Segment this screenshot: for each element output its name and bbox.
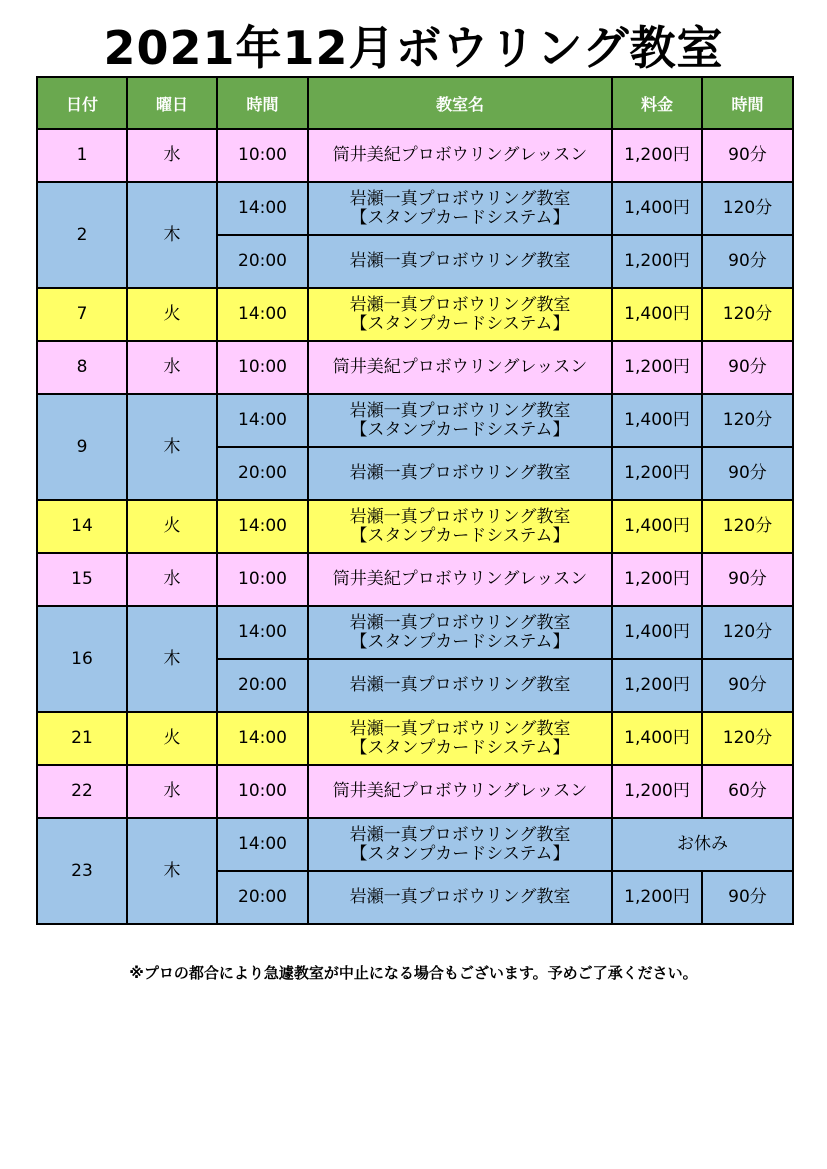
weekday-cell: 火 [127, 500, 217, 553]
class-name-subline: 【スタンプカードシステム】 [350, 737, 570, 758]
weekday-cell: 木 [127, 182, 217, 288]
time-cell: 14:00 [217, 606, 308, 659]
header-class-name: 教室名 [308, 77, 612, 129]
class-name-line: 岩瀬一真プロボウリング教室 [349, 824, 571, 845]
date-cell: 21 [37, 712, 127, 765]
time-cell: 20:00 [217, 659, 308, 712]
weekday-cell: 水 [127, 765, 217, 818]
class-name-line: 岩瀬一真プロボウリング教室 [349, 188, 571, 209]
class-name-line: 岩瀬一真プロボウリング教室 [349, 400, 571, 421]
time-cell: 14:00 [217, 500, 308, 553]
time-cell: 10:00 [217, 341, 308, 394]
class-name-cell [308, 659, 612, 712]
weekday-cell: 火 [127, 712, 217, 765]
duration-cell: 90分 [702, 871, 793, 924]
page-title: 2021年12月ボウリング教室 [103, 21, 724, 75]
fee-cell: 1,200円 [612, 235, 702, 288]
date-cell: 8 [37, 341, 127, 394]
footnote: ※プロの都合により急遽教室が中止になる場合もございます。予めご了承ください。 [129, 964, 698, 982]
fee-cell: 1,400円 [612, 288, 702, 341]
time-cell: 10:00 [217, 553, 308, 606]
class-name-cell [308, 129, 612, 182]
header-row [37, 77, 793, 129]
header-fee: 料金 [612, 77, 702, 129]
class-name-cell [308, 182, 612, 235]
time-cell: 20:00 [217, 235, 308, 288]
duration-cell: 120分 [702, 712, 793, 765]
date-cell: 2 [37, 182, 127, 288]
duration-cell: 90分 [702, 659, 793, 712]
time-cell: 14:00 [217, 182, 308, 235]
class-name-subline: 【スタンプカードシステム】 [350, 631, 570, 652]
class-name-line: 筒井美紀プロボウリングレッスン [332, 569, 588, 589]
class-name-cell [308, 235, 612, 288]
fee-cell: 1,400円 [612, 500, 702, 553]
class-name-cell [308, 341, 612, 394]
date-cell: 23 [37, 818, 127, 924]
header-duration: 時間 [702, 77, 793, 129]
class-name-line: 岩瀬一真プロボウリング教室 [349, 294, 571, 315]
weekday-cell: 木 [127, 818, 217, 924]
duration-cell: 120分 [702, 606, 793, 659]
time-cell: 10:00 [217, 765, 308, 818]
weekday-cell: 木 [127, 606, 217, 712]
time-cell: 14:00 [217, 818, 308, 871]
header-weekday: 曜日 [127, 77, 217, 129]
class-name-line: 岩瀬一真プロボウリング教室 [349, 463, 571, 483]
time-cell: 20:00 [217, 871, 308, 924]
class-name-cell [308, 500, 612, 553]
class-name-cell [308, 288, 612, 341]
class-name-subline: 【スタンプカードシステム】 [350, 313, 570, 334]
weekday-cell: 火 [127, 288, 217, 341]
date-cell: 9 [37, 394, 127, 500]
class-name-subline: 【スタンプカードシステム】 [350, 525, 570, 546]
weekday-cell: 水 [127, 129, 217, 182]
class-name-line: 岩瀬一真プロボウリング教室 [349, 251, 571, 271]
class-name-cell [308, 447, 612, 500]
time-cell: 14:00 [217, 712, 308, 765]
weekday-cell: 水 [127, 553, 217, 606]
closed-cell: お休み [612, 818, 793, 871]
table-row [37, 394, 793, 447]
header-time: 時間 [217, 77, 308, 129]
time-cell: 20:00 [217, 447, 308, 500]
class-name-cell [308, 553, 612, 606]
class-name-subline: 【スタンプカードシステム】 [350, 207, 570, 228]
date-cell: 16 [37, 606, 127, 712]
date-cell: 7 [37, 288, 127, 341]
fee-cell: 1,400円 [612, 394, 702, 447]
date-cell: 1 [37, 129, 127, 182]
date-cell: 15 [37, 553, 127, 606]
duration-cell: 120分 [702, 500, 793, 553]
duration-cell: 120分 [702, 394, 793, 447]
class-name-line: 岩瀬一真プロボウリング教室 [349, 612, 571, 633]
duration-cell: 90分 [702, 553, 793, 606]
fee-cell: 1,200円 [612, 553, 702, 606]
table-row [37, 182, 793, 235]
date-cell: 22 [37, 765, 127, 818]
time-cell: 14:00 [217, 394, 308, 447]
duration-cell: 90分 [702, 341, 793, 394]
class-name-cell [308, 871, 612, 924]
schedule-table [36, 76, 794, 925]
class-name-line: 岩瀬一真プロボウリング教室 [349, 718, 571, 739]
table-row [37, 129, 793, 182]
fee-cell: 1,200円 [612, 341, 702, 394]
class-name-line: 筒井美紀プロボウリングレッスン [332, 781, 588, 801]
duration-cell: 90分 [702, 129, 793, 182]
table-row [37, 606, 793, 659]
class-name-cell [308, 818, 612, 871]
header-date: 日付 [37, 77, 127, 129]
class-name-cell [308, 765, 612, 818]
weekday-cell: 木 [127, 394, 217, 500]
duration-cell: 120分 [702, 288, 793, 341]
time-cell: 14:00 [217, 288, 308, 341]
class-name-subline: 【スタンプカードシステム】 [350, 419, 570, 440]
class-name-line: 岩瀬一真プロボウリング教室 [349, 887, 571, 907]
duration-cell: 90分 [702, 447, 793, 500]
fee-cell: 1,400円 [612, 712, 702, 765]
table-row [37, 712, 793, 765]
table-row [37, 341, 793, 394]
fee-cell: 1,200円 [612, 765, 702, 818]
class-name-cell [308, 394, 612, 447]
table-row [37, 818, 793, 871]
class-name-line: 筒井美紀プロボウリングレッスン [332, 145, 588, 165]
fee-cell: 1,200円 [612, 659, 702, 712]
table-row [37, 500, 793, 553]
table-row [37, 553, 793, 606]
duration-cell: 90分 [702, 235, 793, 288]
fee-cell: 1,200円 [612, 447, 702, 500]
class-name-cell [308, 712, 612, 765]
duration-cell: 60分 [702, 765, 793, 818]
date-cell: 14 [37, 500, 127, 553]
class-name-line: 筒井美紀プロボウリングレッスン [332, 357, 588, 377]
table-row [37, 765, 793, 818]
class-name-subline: 【スタンプカードシステム】 [350, 843, 570, 864]
fee-cell: 1,200円 [612, 871, 702, 924]
fee-cell: 1,400円 [612, 606, 702, 659]
fee-cell: 1,200円 [612, 129, 702, 182]
time-cell: 10:00 [217, 129, 308, 182]
class-name-cell [308, 606, 612, 659]
class-name-line: 岩瀬一真プロボウリング教室 [349, 675, 571, 695]
duration-cell: 120分 [702, 182, 793, 235]
class-name-line: 岩瀬一真プロボウリング教室 [349, 506, 571, 527]
fee-cell: 1,400円 [612, 182, 702, 235]
weekday-cell: 水 [127, 341, 217, 394]
table-row [37, 288, 793, 341]
